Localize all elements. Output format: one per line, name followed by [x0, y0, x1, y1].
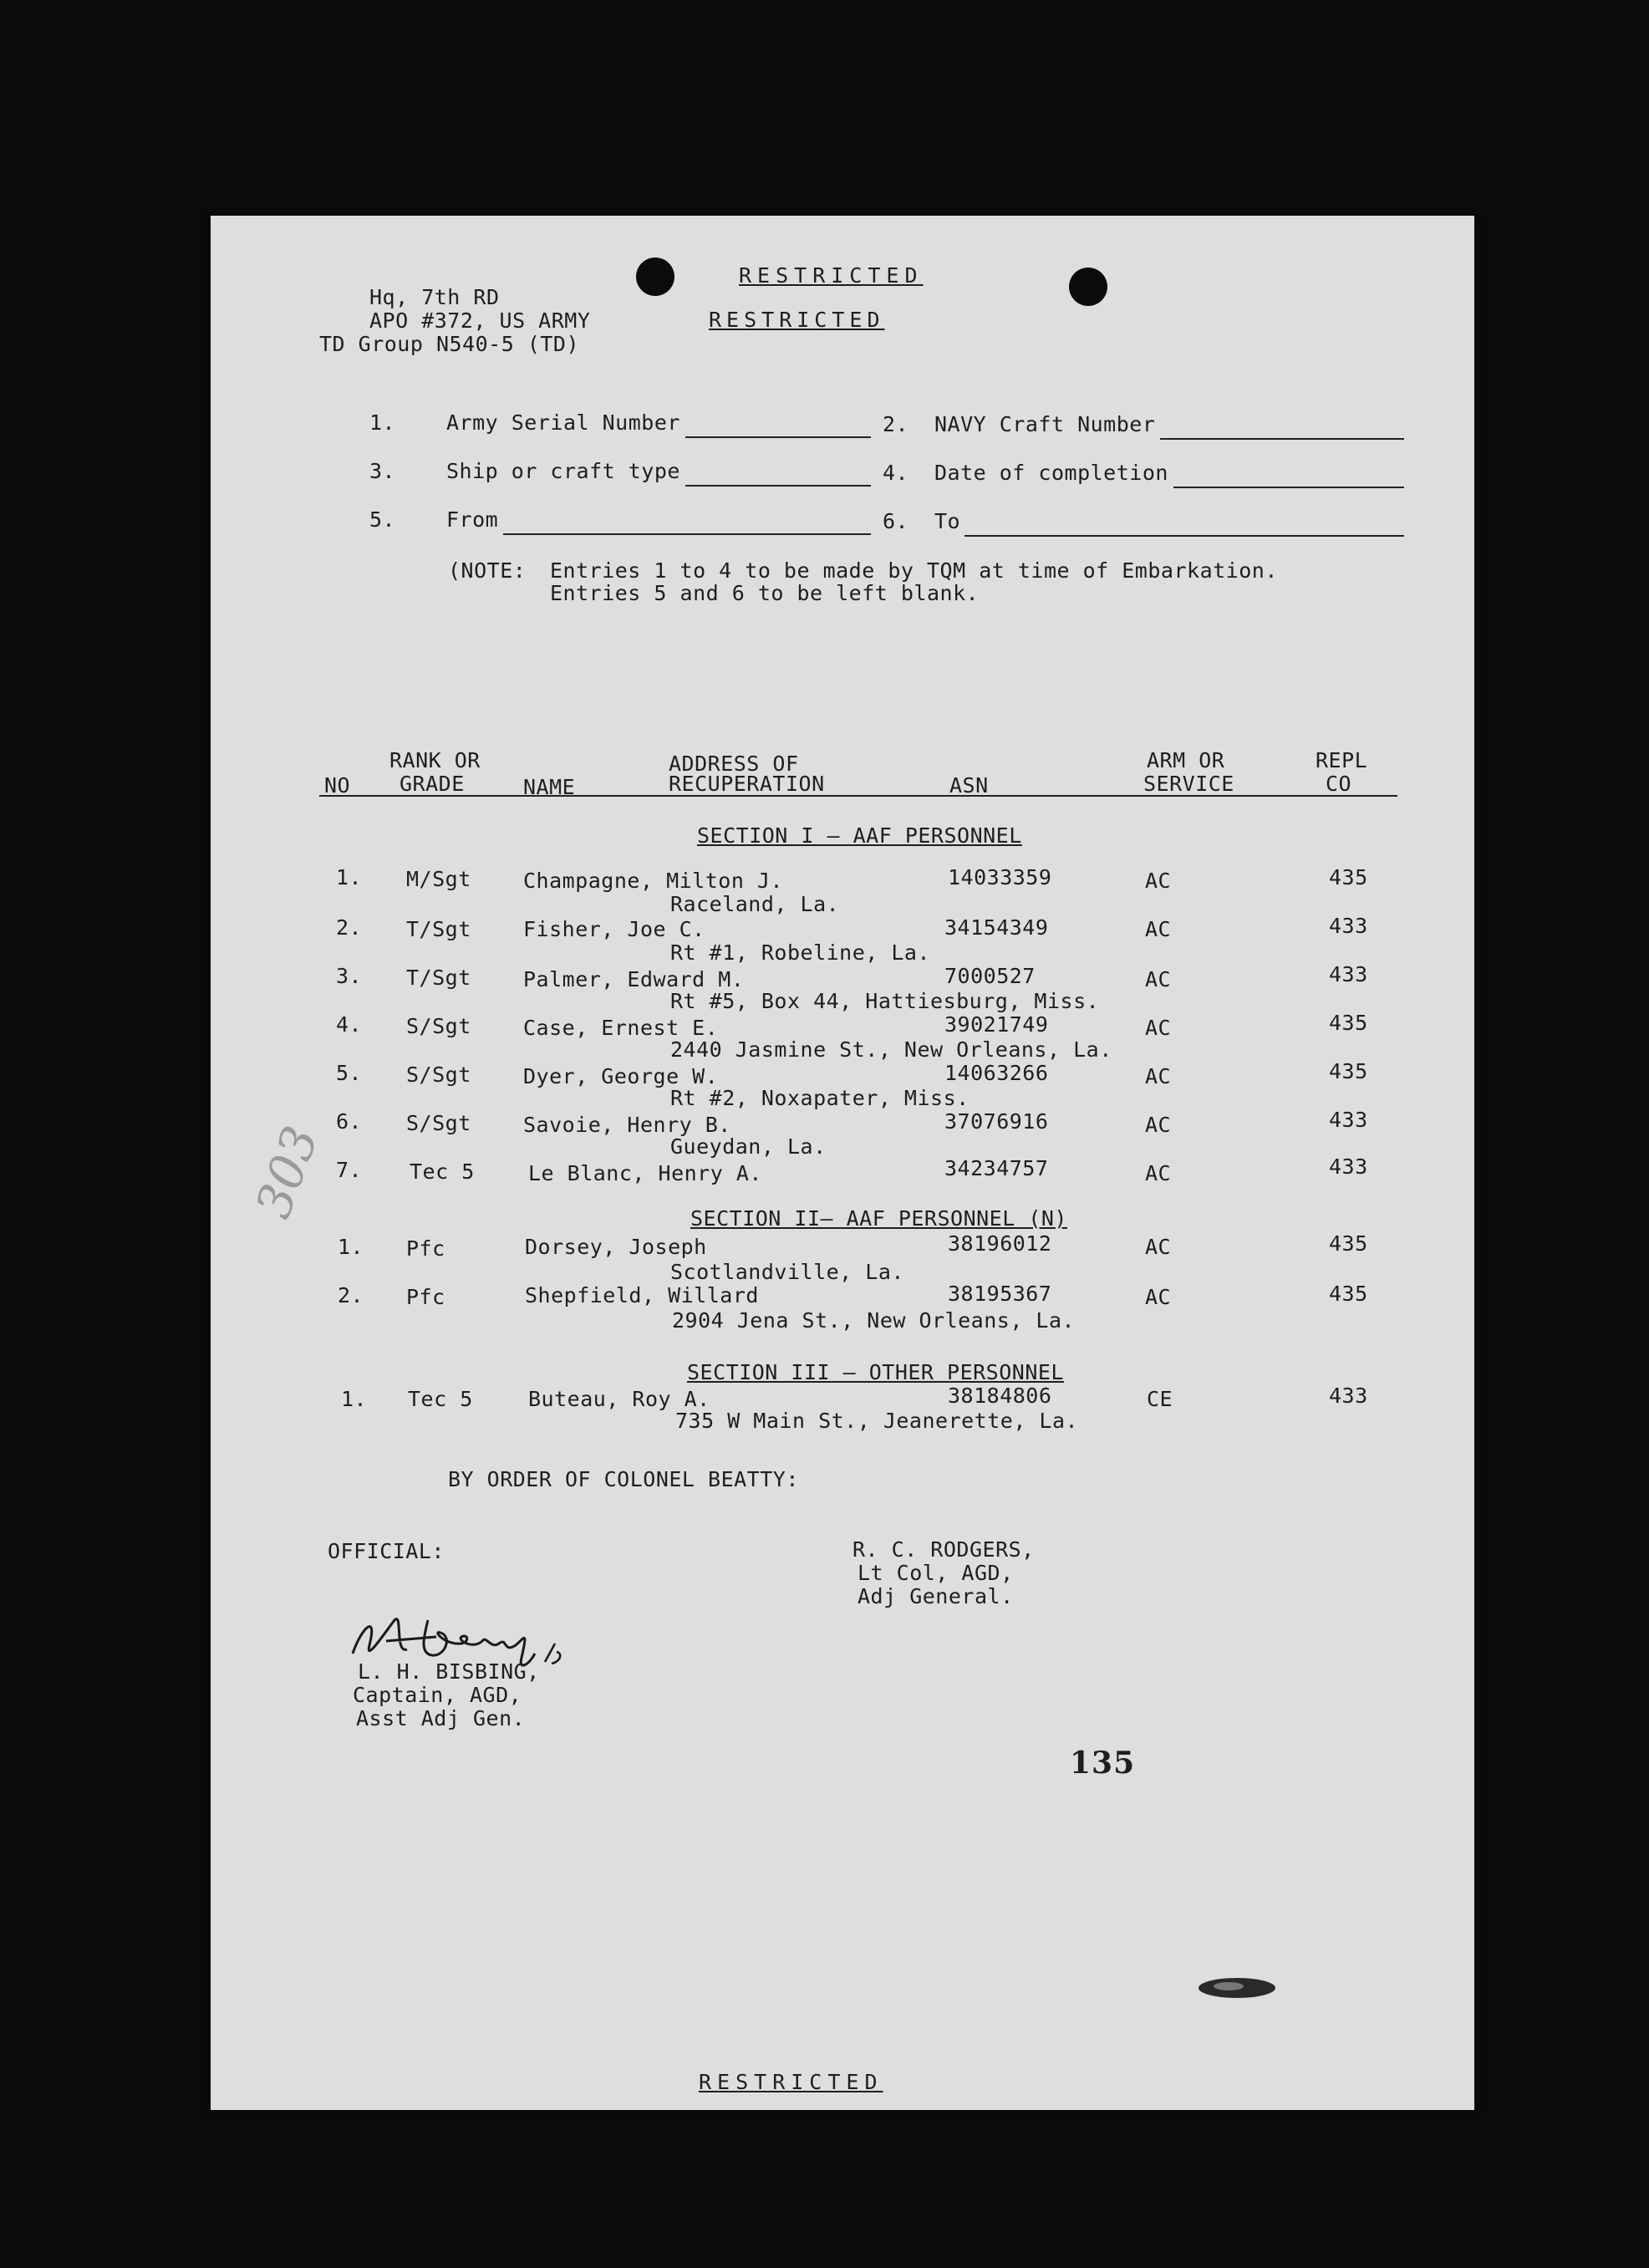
row-asn: 14033359	[948, 865, 1052, 889]
row-name: Le Blanc, Henry A.	[528, 1161, 762, 1185]
bisbing-name: L. H. BISBING,	[358, 1659, 540, 1684]
rodgers-rank: Lt Col, AGD,	[858, 1561, 1014, 1585]
row-no: 7.	[336, 1158, 363, 1182]
row-name: Champagne, Milton J.	[523, 869, 784, 893]
field-5-num: 5.	[369, 507, 396, 532]
col-repl-2: CO	[1326, 772, 1352, 796]
field-2-blank	[1160, 438, 1404, 440]
row-no: 6.	[336, 1109, 363, 1134]
header-line-3: TD Group N540-5 (TD)	[319, 332, 580, 356]
row-name: Case, Ernest E.	[523, 1016, 719, 1040]
row-repl: 433	[1329, 1384, 1368, 1408]
col-address-2: RECUPERATION	[669, 772, 825, 796]
col-rank-1: RANK OR	[389, 748, 481, 772]
row-no: 2.	[336, 915, 363, 940]
row-repl: 433	[1329, 1108, 1368, 1132]
row-address: 2904 Jena St., New Orleans, La.	[672, 1308, 1076, 1333]
row-address: 2440 Jasmine St., New Orleans, La.	[670, 1037, 1112, 1062]
row-no: 2.	[338, 1283, 364, 1307]
document-page	[211, 216, 1474, 2110]
row-asn: 38184806	[948, 1384, 1052, 1408]
row-asn: 14063266	[944, 1061, 1049, 1085]
field-4-num: 4.	[883, 461, 909, 485]
note-label: (NOTE:	[448, 558, 527, 583]
row-repl: 433	[1329, 914, 1368, 938]
header-rule	[319, 795, 1397, 797]
punch-hole-right	[1069, 268, 1107, 306]
field-5-label: From	[446, 507, 499, 532]
row-name: Buteau, Roy A.	[528, 1387, 710, 1411]
row-asn: 38195367	[948, 1282, 1052, 1306]
row-name: Dorsey, Joseph	[525, 1235, 707, 1259]
note-line-2: Entries 5 and 6 to be left blank.	[550, 581, 980, 605]
official-label: OFFICIAL:	[328, 1539, 445, 1563]
row-rank: M/Sgt	[406, 867, 471, 891]
note-line-1: Entries 1 to 4 to be made by TQM at time of Embarkation.	[550, 558, 1278, 583]
row-address: Rt #2, Noxapater, Miss.	[670, 1086, 970, 1110]
row-arm: CE	[1147, 1387, 1173, 1411]
row-address: Raceland, La.	[670, 892, 840, 916]
section-2-title: SECTION II— AAF PERSONNEL (N)	[690, 1206, 1067, 1231]
row-no: 1.	[336, 865, 363, 889]
row-arm: AC	[1145, 917, 1172, 941]
restricted-top-stamp: RESTRICTED	[739, 263, 924, 288]
row-rank: Tec 5	[408, 1387, 473, 1411]
row-arm: AC	[1145, 1235, 1172, 1259]
row-arm: AC	[1145, 869, 1172, 893]
row-name: Fisher, Joe C.	[523, 917, 705, 941]
ink-smudge	[1195, 1971, 1279, 2005]
row-rank: S/Sgt	[406, 1111, 471, 1135]
col-arm-2: SERVICE	[1143, 772, 1234, 796]
row-arm: AC	[1145, 1016, 1172, 1040]
row-address: Scotlandville, La.	[670, 1260, 904, 1284]
row-rank: Pfc	[406, 1236, 445, 1261]
field-6-num: 6.	[883, 509, 909, 533]
row-name: Dyer, George W.	[523, 1064, 719, 1088]
col-arm-1: ARM OR	[1147, 748, 1225, 772]
row-no: 1.	[341, 1387, 368, 1411]
row-asn: 37076916	[944, 1109, 1049, 1134]
row-no: 4.	[336, 1012, 363, 1037]
row-no: 3.	[336, 964, 363, 988]
row-rank: T/Sgt	[406, 917, 471, 941]
field-1-label: Army Serial Number	[446, 410, 680, 435]
row-repl: 433	[1329, 962, 1368, 986]
col-asn: ASN	[949, 773, 989, 798]
field-6-blank	[964, 535, 1404, 537]
field-3-blank	[685, 485, 871, 487]
row-address: 735 W Main St., Jeanerette, La.	[675, 1409, 1079, 1433]
field-6-label: To	[934, 509, 961, 533]
row-arm: AC	[1145, 1161, 1172, 1185]
row-name: Savoie, Henry B.	[523, 1113, 731, 1137]
row-repl: 435	[1329, 1231, 1368, 1256]
bisbing-title: Asst Adj Gen.	[356, 1706, 526, 1730]
row-asn: 34234757	[944, 1156, 1049, 1180]
col-name: NAME	[523, 775, 576, 799]
field-1-blank	[685, 436, 871, 438]
field-5-blank	[503, 533, 871, 535]
field-3-label: Ship or craft type	[446, 459, 680, 483]
field-1-num: 1.	[369, 410, 396, 435]
field-4-blank	[1173, 487, 1404, 488]
col-rank-2: GRADE	[400, 772, 465, 796]
field-4-label: Date of completion	[934, 461, 1168, 485]
row-asn: 34154349	[944, 915, 1049, 940]
section-3-title: SECTION III — OTHER PERSONNEL	[687, 1360, 1064, 1384]
col-no: NO	[324, 773, 351, 798]
row-repl: 435	[1329, 1282, 1368, 1306]
row-repl: 435	[1329, 865, 1368, 889]
field-2-num: 2.	[883, 412, 909, 436]
page-number: 135	[1070, 1746, 1136, 1781]
col-address-1: ADDRESS OF	[669, 752, 799, 776]
row-address: Rt #5, Box 44, Hattiesburg, Miss.	[670, 989, 1100, 1013]
row-name: Palmer, Edward M.	[523, 967, 745, 991]
row-rank: Tec 5	[410, 1159, 475, 1184]
row-arm: AC	[1145, 1113, 1172, 1137]
row-rank: Pfc	[406, 1285, 445, 1309]
row-repl: 435	[1329, 1059, 1368, 1083]
header-line-2: APO #372, US ARMY	[369, 308, 591, 333]
row-no: 5.	[336, 1061, 363, 1085]
row-no: 1.	[338, 1235, 364, 1259]
row-name: Shepfield, Willard	[525, 1283, 759, 1307]
row-repl: 435	[1329, 1011, 1368, 1035]
row-rank: S/Sgt	[406, 1063, 471, 1087]
penciled-annotation: 303	[244, 1119, 330, 1226]
field-2-label: NAVY Craft Number	[934, 412, 1156, 436]
rodgers-title: Adj General.	[858, 1584, 1014, 1608]
row-arm: AC	[1145, 1285, 1172, 1309]
row-asn: 7000527	[944, 964, 1036, 988]
header-line-1: Hq, 7th RD	[369, 285, 500, 309]
punch-hole-left	[636, 257, 674, 296]
col-repl-1: REPL	[1316, 748, 1368, 772]
row-arm: AC	[1145, 967, 1172, 991]
row-asn: 39021749	[944, 1012, 1049, 1037]
row-asn: 38196012	[948, 1231, 1052, 1256]
restricted-bottom-stamp: RESTRICTED	[699, 2070, 883, 2094]
row-arm: AC	[1145, 1064, 1172, 1088]
bisbing-rank: Captain, AGD,	[353, 1683, 522, 1707]
row-address: Gueydan, La.	[670, 1134, 827, 1159]
row-rank: T/Sgt	[406, 966, 471, 990]
restricted-overtyped-stamp: RESTRICTED	[709, 308, 885, 332]
rodgers-name: R. C. RODGERS,	[852, 1537, 1035, 1562]
row-rank: S/Sgt	[406, 1014, 471, 1038]
section-1-title: SECTION I — AAF PERSONNEL	[697, 823, 1022, 848]
by-order-line: BY ORDER OF COLONEL BEATTY:	[448, 1467, 799, 1491]
field-3-num: 3.	[369, 459, 396, 483]
row-repl: 433	[1329, 1154, 1368, 1179]
row-address: Rt #1, Robeline, La.	[670, 940, 931, 965]
